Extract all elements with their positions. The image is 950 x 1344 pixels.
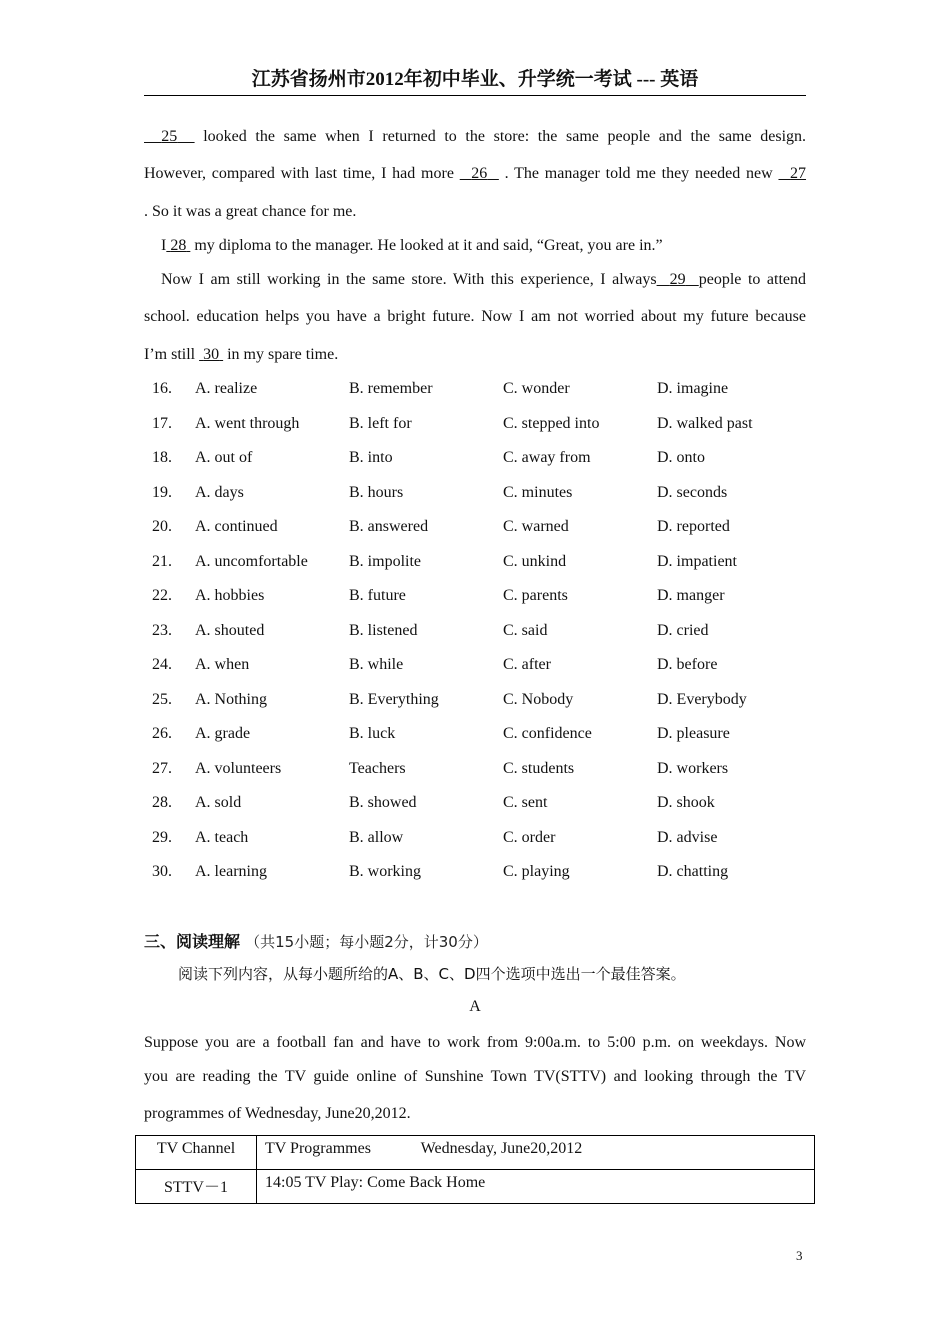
- option-a: A. volunteers: [195, 759, 282, 777]
- question-number: 23.: [152, 621, 172, 639]
- option-d: D. seconds: [657, 483, 728, 501]
- option-d: D. shook: [657, 794, 715, 811]
- table-header-row: [136, 1136, 815, 1170]
- blank-25: 25: [161, 128, 178, 145]
- option-c: C. parents: [503, 587, 568, 604]
- header-date: Wednesday, June20,2012: [420, 1140, 583, 1157]
- option-c: C. order: [503, 828, 556, 846]
- option-c: C. away from: [503, 449, 591, 466]
- option-d: D. manger: [657, 587, 725, 604]
- blank-29: 29: [669, 271, 686, 288]
- option-d: D. reported: [657, 518, 730, 535]
- option-b: B. luck: [349, 725, 396, 742]
- option-b: B. showed: [349, 794, 417, 811]
- option-b: B. working: [349, 863, 421, 880]
- question-number: 16.: [152, 380, 172, 397]
- option-a: A. Nothing: [195, 690, 267, 708]
- question-number: 20.: [152, 518, 172, 535]
- option-d: D. Everybody: [657, 690, 747, 708]
- option-b: Teachers: [349, 759, 406, 777]
- passage-line: Now I am still working in the same store. With this experience, I always 29 people to attend: [161, 271, 807, 288]
- option-c: C. wonder: [503, 380, 570, 397]
- option-a: A. uncomfortable: [195, 552, 308, 570]
- option-b: B. listened: [349, 621, 418, 639]
- option-d: D. impatient: [657, 552, 737, 570]
- option-a: A. shouted: [195, 621, 265, 639]
- option-a: A. continued: [195, 518, 278, 535]
- option-b: B. future: [349, 587, 406, 604]
- option-d: D. walked past: [657, 414, 753, 432]
- option-c: C. minutes: [503, 483, 573, 501]
- header-programmes-cell: [257, 1136, 815, 1170]
- option-d: D. chatting: [657, 863, 729, 880]
- option-d: D. pleasure: [657, 725, 730, 742]
- option-a: A. learning: [195, 863, 267, 880]
- option-c: C. Nobody: [503, 690, 574, 708]
- option-b: B. allow: [349, 828, 404, 846]
- blank-28: 28: [170, 237, 187, 254]
- option-d: D. cried: [657, 621, 709, 639]
- option-a: A. days: [195, 483, 244, 501]
- option-c: C. warned: [503, 518, 569, 535]
- passage-line: . So it was a great chance for me.: [144, 203, 357, 220]
- tv-guide-table: [135, 1135, 815, 1204]
- section-heading: [144, 929, 488, 952]
- option-d: D. imagine: [657, 380, 729, 397]
- option-b: B. impolite: [349, 552, 421, 570]
- option-a: A. out of: [195, 449, 253, 466]
- option-c: C. playing: [503, 863, 570, 880]
- option-d: D. onto: [657, 449, 705, 466]
- question-number: 28.: [152, 794, 172, 811]
- option-b: B. left for: [349, 414, 412, 432]
- intro-line: Suppose you are a football fan and have to work from 9:00a.m. to 5:00 p.m. on weekdays. Now: [144, 1034, 806, 1051]
- question-number: 25.: [152, 690, 172, 708]
- question-number: 19.: [152, 483, 172, 501]
- option-c: C. after: [503, 656, 551, 673]
- passage-line: I 28 my diploma to the manager. He looked at it and said, “Great, you are in.”: [161, 237, 663, 254]
- passage-line: However, compared with last time, I had more 26 . The manager told me they needed new 27: [144, 165, 807, 182]
- page-number: 3: [796, 1248, 803, 1263]
- option-b: B. Everything: [349, 690, 439, 708]
- table-row: [136, 1170, 815, 1204]
- option-b: B. into: [349, 449, 393, 466]
- option-a: A. went through: [195, 414, 300, 432]
- passage-label: A: [469, 998, 481, 1015]
- option-b: B. answered: [349, 518, 429, 535]
- question-number: 17.: [152, 414, 172, 432]
- option-a: A. hobbies: [195, 587, 265, 604]
- header-programmes: TV Programmes: [265, 1140, 371, 1157]
- option-a: A. sold: [195, 794, 242, 811]
- option-c: C. unkind: [503, 552, 567, 570]
- question-number: 18.: [152, 449, 172, 466]
- intro-line: programmes of Wednesday, June20,2012.: [144, 1105, 411, 1122]
- intro-line: you are reading the TV guide online of Sunshine Town TV(STTV) and looking through the TV: [144, 1068, 806, 1085]
- option-d: D. before: [657, 656, 718, 673]
- question-number: 24.: [152, 656, 172, 673]
- option-b: B. hours: [349, 483, 404, 501]
- option-c: C. sent: [503, 794, 548, 811]
- blank-30: 30: [203, 346, 220, 363]
- option-c: C. stepped into: [503, 414, 600, 432]
- passage-line: I’m still 30 in my spare time.: [144, 346, 339, 363]
- question-number: 26.: [152, 725, 172, 742]
- option-a: A. when: [195, 656, 250, 673]
- section-title: 三、阅读理解: [144, 932, 241, 951]
- option-b: B. remember: [349, 380, 433, 397]
- section-subtitle: （共15小题；每小题2分，计30分）: [245, 933, 488, 951]
- question-number: 27.: [152, 759, 172, 777]
- blank-26: 26: [471, 165, 488, 182]
- header-channel: TV Channel: [136, 1136, 257, 1170]
- passage-line: school. education helps you have a bright future. Now I am not worried about my future because: [144, 308, 806, 325]
- option-a: A. realize: [195, 380, 258, 397]
- programme-cell: 14:05 TV Play: Come Back Home: [257, 1170, 815, 1204]
- option-c: C. said: [503, 621, 548, 639]
- blank-27: 27: [790, 165, 807, 182]
- option-b: B. while: [349, 656, 404, 673]
- option-a: A. grade: [195, 725, 251, 742]
- question-number: 21.: [152, 552, 172, 570]
- question-number: 22.: [152, 587, 172, 604]
- option-a: A. teach: [195, 828, 249, 846]
- option-c: C. students: [503, 759, 575, 777]
- option-c: C. confidence: [503, 725, 592, 742]
- question-number: 30.: [152, 863, 172, 880]
- channel-cell: STTV－1: [136, 1170, 257, 1204]
- option-d: D. advise: [657, 828, 718, 846]
- section-instruction: 阅读下列内容，从每小题所给的A、B、C、D四个选项中选出一个最佳答案。: [178, 965, 686, 983]
- passage-line: 25 looked the same when I returned to the store: the same people and the same design.: [144, 128, 806, 146]
- page-header: 江苏省扬州市2012年初中毕业、升学统一考试 --- 英语: [144, 64, 806, 96]
- question-number: 29.: [152, 828, 172, 846]
- option-d: D. workers: [657, 759, 729, 777]
